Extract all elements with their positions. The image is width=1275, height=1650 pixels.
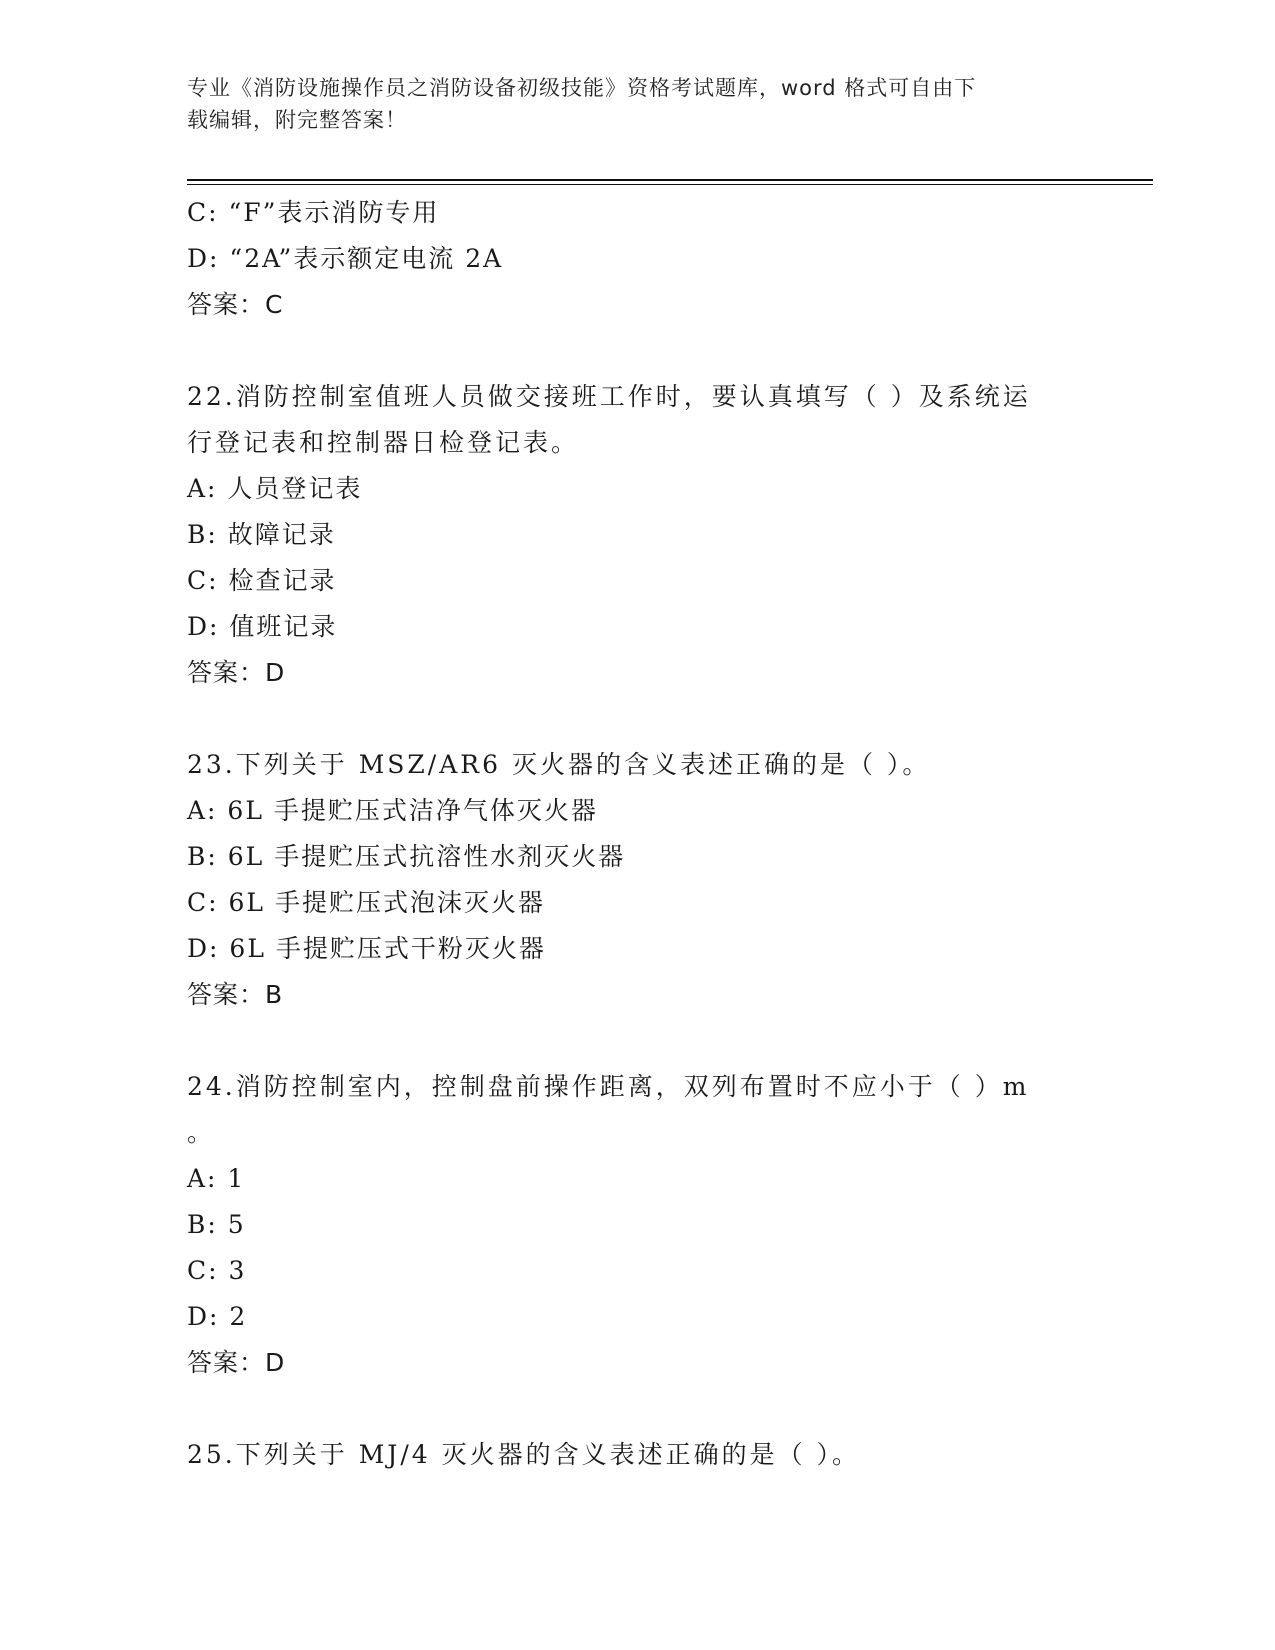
answer-line: 答案：B <box>187 980 284 1009</box>
header-line-1: 专业《消防设施操作员之消防设备初级技能》资格考试题库，word 格式可自由下 <box>187 76 977 100</box>
question-spacer <box>187 696 1087 742</box>
question-22 <box>187 374 1087 696</box>
option-d: D: 值班记录 <box>187 612 338 641</box>
question-stem-line: 。 <box>187 1118 216 1147</box>
answer-line: 答案：C <box>187 290 284 319</box>
question-stem-line: 23.下列关于 MSZ/AR6 灭火器的含义表述正确的是（ ）。 <box>187 750 931 779</box>
option-d: D: 6L 手提贮压式干粉灭火器 <box>187 934 546 963</box>
option-a: A: 1 <box>187 1164 246 1193</box>
question-spacer <box>187 1386 1087 1432</box>
header-line-2: 载编辑，附完整答案！ <box>187 108 407 132</box>
question-21-tail <box>187 190 1087 328</box>
option-c: C: “F”表示消防专用 <box>187 198 440 227</box>
option-b: B: 6L 手提贮压式抗溶性水剂灭火器 <box>187 842 626 871</box>
question-25 <box>187 1432 1087 1478</box>
question-stem-line: 24.消防控制室内，控制盘前操作距离，双列布置时不应小于（ ）m <box>187 1072 1030 1101</box>
option-c: C: 6L 手提贮压式泡沫灭火器 <box>187 888 545 917</box>
question-stem-line: 22.消防控制室值班人员做交接班工作时，要认真填写（ ）及系统运 <box>187 382 1031 411</box>
question-list <box>187 190 1087 1478</box>
option-b: B: 故障记录 <box>187 520 336 549</box>
document-header <box>187 72 1087 136</box>
header-divider-thin <box>187 184 1153 185</box>
option-c: C: 3 <box>187 1256 247 1285</box>
question-24 <box>187 1064 1087 1386</box>
question-stem-line: 25.下列关于 MJ/4 灭火器的含义表述正确的是（ ）。 <box>187 1440 861 1469</box>
question-spacer <box>187 328 1087 374</box>
option-a: A: 人员登记表 <box>187 474 363 503</box>
option-a: A: 6L 手提贮压式洁净气体灭火器 <box>187 796 598 825</box>
option-d: D: 2 <box>187 1302 248 1331</box>
option-d: D: “2A”表示额定电流 2A <box>187 244 504 273</box>
option-b: B: 5 <box>187 1210 246 1239</box>
question-spacer <box>187 1018 1087 1064</box>
answer-line: 答案：D <box>187 658 286 687</box>
header-divider <box>187 179 1153 181</box>
answer-line: 答案：D <box>187 1348 286 1377</box>
option-c: C: 检查记录 <box>187 566 337 595</box>
question-stem-line: 行登记表和控制器日检登记表。 <box>187 428 580 457</box>
question-23 <box>187 742 1087 1018</box>
